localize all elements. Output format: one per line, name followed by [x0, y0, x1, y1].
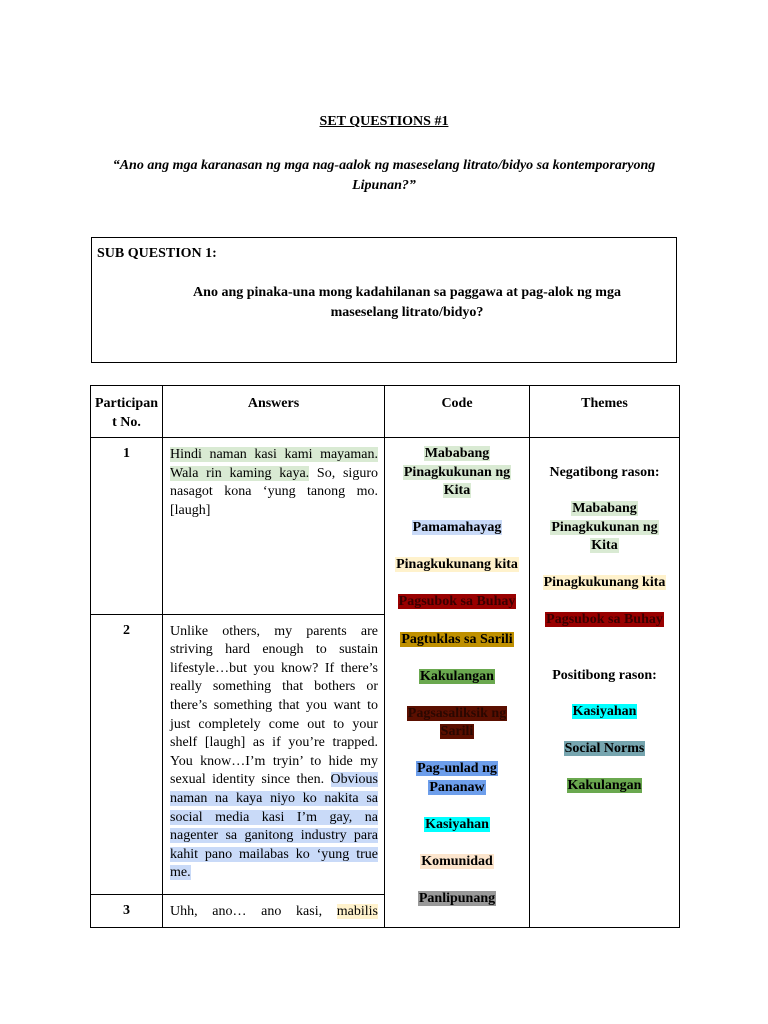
- code-item: [391, 519, 523, 538]
- positive-theme-item: [539, 740, 671, 759]
- code-label: Pagsasaliksik ng Sarili: [407, 705, 507, 740]
- code-label: Pagsubok sa Buhay: [398, 594, 516, 610]
- themes-cell: [530, 438, 680, 928]
- code-label: Komunidad: [421, 854, 493, 870]
- positive-theme-label: Kakulangan: [567, 778, 642, 794]
- negative-theme-item: [539, 500, 671, 556]
- negative-theme-item: [539, 611, 671, 630]
- coded-answer-segment: mabilis: [336, 903, 378, 919]
- code-item: [391, 760, 523, 797]
- code-label: Kasiyahan: [425, 817, 489, 833]
- code-label: Pinagkukunang kita: [396, 557, 518, 573]
- code-label: Pagtuklas sa Sarili: [401, 631, 513, 647]
- code-item: [391, 816, 523, 835]
- sub-question-label: SUB QUESTION 1:: [97, 246, 217, 261]
- code-label: Kakulangan: [420, 668, 494, 684]
- positive-theme-label: Social Norms: [564, 741, 645, 757]
- negative-theme-heading: Negatibong rason:: [549, 465, 660, 480]
- code-label: Pag-unlad ng Pananaw: [417, 761, 497, 796]
- negative-theme-list: [530, 500, 679, 630]
- code-item: [391, 445, 523, 501]
- coding-table: [90, 385, 680, 928]
- positive-theme-list: [530, 703, 679, 796]
- code-label: Mababang Pinagkukunan ng Kita: [403, 446, 511, 499]
- sub-question-text: Ano ang pinaka-una mong kadahilanan sa paggawa at pag-alok ng mga maseselang litrato/bidyo?: [193, 285, 621, 320]
- code-item: [391, 593, 523, 612]
- code-item: [391, 556, 523, 575]
- answer-cell: [163, 614, 385, 894]
- code-item: [391, 668, 523, 687]
- header-code: Code: [385, 386, 530, 438]
- answer-cell: [163, 894, 385, 928]
- coded-answer-segment: Hindi naman kasi kami mayaman. Wala rin kaming kaya.: [170, 447, 378, 481]
- positive-theme-heading: Positibong rason:: [552, 667, 657, 683]
- positive-theme-item: [539, 703, 671, 722]
- header-participant: Participant No.: [91, 386, 163, 438]
- sub-question-box: [91, 237, 677, 363]
- code-item: [391, 853, 523, 872]
- positive-theme-label: Kasiyahan: [572, 703, 637, 719]
- negative-theme-label: Pinagkukunang kita: [543, 575, 666, 591]
- code-cell: [385, 438, 530, 928]
- answer-cell: [163, 438, 385, 615]
- negative-theme-label: Mababang Pinagkukunan ng Kita: [551, 501, 658, 554]
- main-question: “Ano ang mga karanasan ng mga nag-aalok ng maseselang litrato/bidyo sa kontemporaryong Lipunan?”: [112, 158, 656, 193]
- header-themes: Themes: [530, 386, 680, 438]
- table-row: [91, 438, 680, 615]
- answer-segment: So, siguro nasagot kona ‘yung tanong mo. [laugh]: [170, 465, 378, 518]
- code-item: [391, 705, 523, 742]
- positive-theme-item: [539, 777, 671, 796]
- participant-number: 3: [91, 894, 163, 928]
- set-title: SET QUESTIONS #1: [319, 114, 449, 129]
- participant-number: 2: [91, 614, 163, 894]
- code-item: [391, 890, 523, 909]
- table-header-row: [91, 386, 680, 438]
- code-label: Pamamahayag: [412, 520, 502, 536]
- code-list: [385, 438, 529, 909]
- answer-segment: Uhh, ano… ano kasi,: [170, 903, 337, 919]
- code-label: Panlipunang: [418, 891, 496, 907]
- negative-theme-item: [539, 574, 671, 593]
- participant-number: 1: [91, 438, 163, 615]
- code-item: [391, 631, 523, 650]
- header-answers: Answers: [163, 386, 385, 438]
- coded-answer-segment: Obvious naman na kaya niyo ko nakita sa social media kasi I’m gay, na nagenter sa ganitong industry para kahit pano mailabas ko ‘yung true me.: [170, 772, 378, 881]
- negative-theme-label: Pagsubok sa Buhay: [546, 612, 663, 628]
- answer-segment: Unlike others, my parents are striving hard enough to sustain lifestyle…but you know? If there’s really something that bothers or there’s something that you want to just completely come out to your shelf [laugh] as if you’re trapped. You know…I’m tryin’ to hide my sexual identity since then.: [170, 623, 378, 788]
